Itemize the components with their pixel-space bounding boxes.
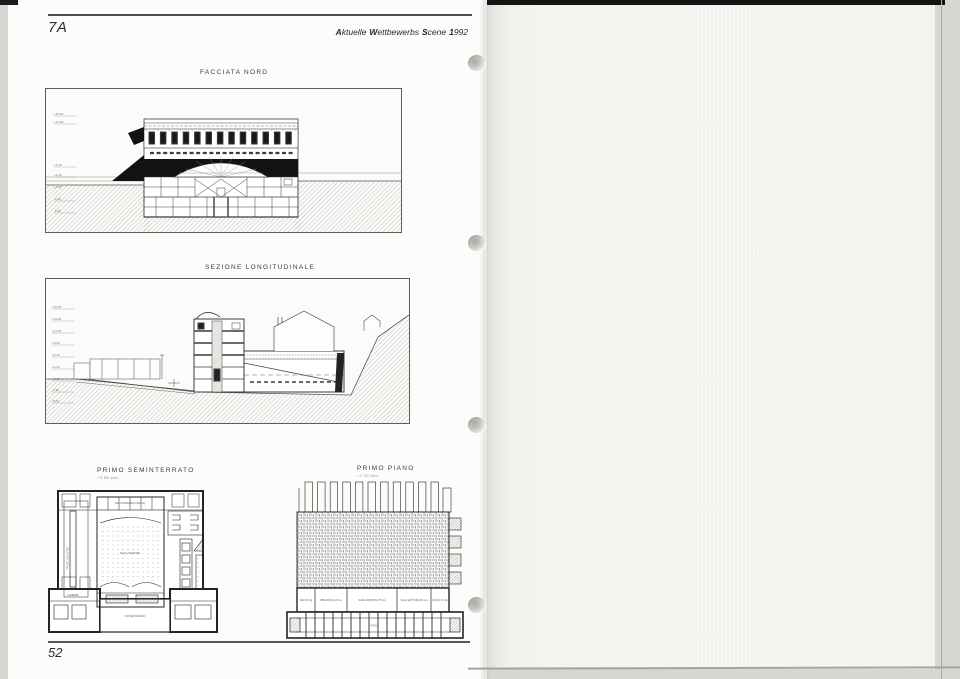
page-number: 52 — [48, 645, 63, 660]
header-rule — [48, 14, 472, 16]
magazine-title — [333, 27, 468, 37]
punch-hole — [468, 235, 485, 251]
hill-house-outline — [364, 315, 380, 331]
svg-text:CAMERINI: CAMERINI — [67, 594, 79, 597]
svg-text:+6.10: +6.10 — [52, 353, 60, 357]
sezione-panel — [45, 278, 410, 424]
svg-text:SALE RIUNIONI 75 mq: SALE RIUNIONI 75 mq — [358, 599, 386, 602]
comb-structure — [299, 482, 451, 512]
page-stack-edge — [935, 0, 960, 679]
svg-text:-2.40: -2.40 — [54, 197, 61, 201]
svg-text:-2.40: -2.40 — [52, 388, 59, 392]
svg-text:PALCOSCENICO 350 mq: PALCOSCENICO 350 mq — [115, 502, 145, 505]
svg-text:+0.60: +0.60 — [52, 377, 60, 381]
svg-text:+0.60: +0.60 — [54, 185, 62, 189]
svg-text:+6.10: +6.10 — [54, 163, 62, 167]
svg-text:SALA CONF. 120 mq: SALA CONF. 120 mq — [65, 547, 69, 570]
punch-hole — [468, 417, 485, 433]
svg-text:+15.60: +15.60 — [54, 112, 64, 116]
svg-text:+11.20: +11.20 — [52, 329, 62, 333]
facciata-nord-panel — [45, 88, 402, 233]
svg-text:+4.30: +4.30 — [54, 173, 62, 177]
stair-hatch — [136, 595, 158, 603]
svg-text:IL CANALE VERDE: IL CANALE VERDE — [361, 640, 387, 644]
svg-text:SALA LETTURA 60 mq: SALA LETTURA 60 mq — [400, 599, 428, 602]
svg-text:-5.20: -5.20 — [54, 209, 61, 213]
punch-hole — [468, 55, 485, 71]
paper-texture — [487, 5, 935, 669]
svg-text:SALA TEATRO: SALA TEATRO — [119, 551, 141, 555]
right-page — [487, 5, 935, 669]
title-primo-piano: PRIMO PIANO — [357, 465, 415, 472]
svg-text:STUDI: STUDI — [370, 624, 378, 628]
tower-section — [194, 312, 244, 392]
wing-right — [170, 589, 217, 632]
piano-drawing — [285, 478, 465, 646]
vault-shadow-band — [144, 156, 298, 177]
doc-code: 7A — [48, 19, 68, 36]
svg-text:+4.30: +4.30 — [52, 365, 60, 369]
shadow-wedge — [112, 127, 144, 181]
scan-top-strip — [487, 0, 945, 5]
svg-text:+8.60: +8.60 — [52, 341, 60, 345]
title-sezione-longitudinale: SEZIONE LONGITUDINALE — [205, 264, 316, 271]
svg-text:UFFICI 30 mq: UFFICI 30 mq — [432, 599, 448, 602]
title-primo-seminterrato: PRIMO SEMINTERRATO — [97, 467, 195, 474]
punch-hole — [468, 597, 485, 613]
svg-text:BAR 25 mq: BAR 25 mq — [299, 599, 313, 602]
seminterrato-plan — [42, 481, 228, 637]
page-stack-line — [941, 0, 942, 679]
svg-text:FOYER BASSO: FOYER BASSO — [124, 614, 146, 618]
stair-hatch — [106, 595, 128, 603]
spine-shadow — [479, 0, 493, 679]
facciata-nord-drawing — [46, 89, 401, 232]
svg-text:+13.90: +13.90 — [54, 120, 64, 124]
svg-text:-5.20: -5.20 — [52, 399, 59, 403]
subtitle-primo-seminterrato: +3.56 slm — [97, 475, 119, 480]
svg-text:+15.60: +15.60 — [52, 305, 62, 309]
magazine-word: Wettbewerbs — [369, 27, 419, 37]
roof-grid — [297, 512, 449, 588]
magazine-word: 1992 — [449, 27, 468, 37]
window-band — [144, 129, 298, 148]
subtitle-primo-piano: +7.12 slm — [357, 473, 379, 478]
house-outline — [274, 311, 334, 351]
magazine-word: Aktuelle — [335, 27, 367, 37]
page-bottom-edge — [468, 666, 960, 669]
scan-corner-mark — [0, 0, 18, 5]
svg-text:BIBLIOTECA 45 mq: BIBLIOTECA 45 mq — [320, 599, 342, 602]
sezione-drawing — [46, 279, 409, 423]
right-cells — [449, 518, 461, 584]
seminterrato-drawing — [42, 481, 228, 637]
title-facciata-nord: FACCIATA NORD — [200, 69, 269, 76]
hall-section — [244, 351, 344, 392]
magazine-word: Scene — [421, 27, 447, 37]
svg-text:+13.90: +13.90 — [52, 317, 62, 321]
piano-plan — [285, 478, 465, 646]
